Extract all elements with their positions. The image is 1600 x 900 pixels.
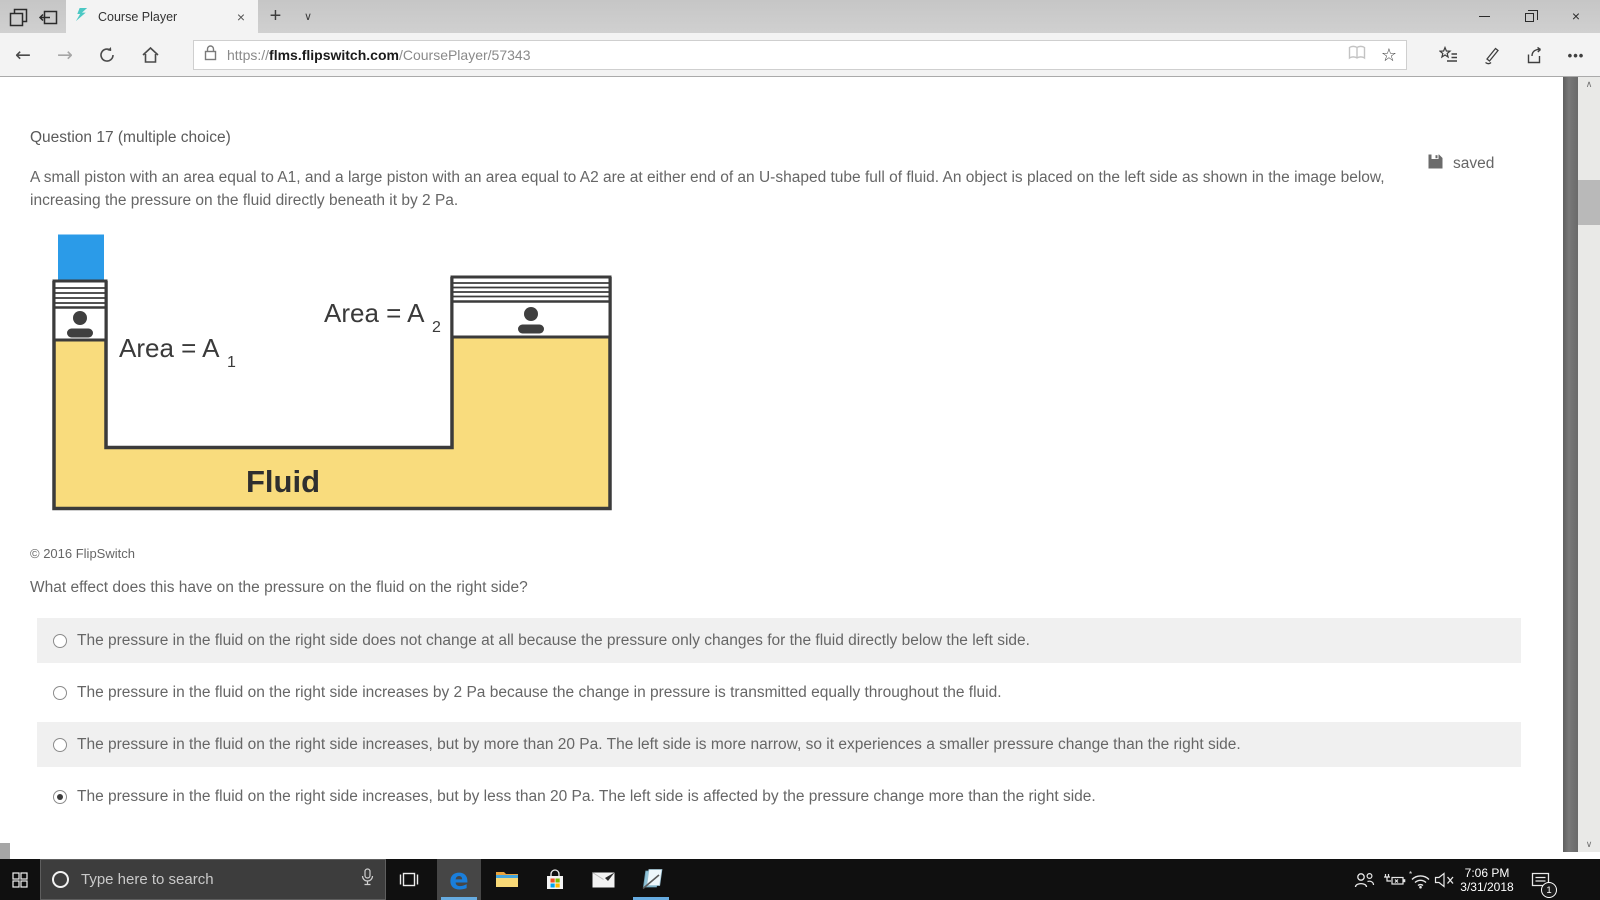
search-placeholder: Type here to search: [81, 871, 214, 888]
saved-label: saved: [1453, 155, 1495, 172]
edge-browser-icon[interactable]: e: [437, 859, 481, 900]
scroll-down-icon[interactable]: ∨: [1585, 839, 1593, 849]
favorite-star-icon[interactable]: ☆: [1380, 44, 1397, 66]
battery-plug-icon[interactable]: [1382, 859, 1408, 900]
web-note-pen-icon[interactable]: [1474, 39, 1508, 71]
question-header: Question 17 (multiple choice): [30, 129, 231, 146]
forward-button[interactable]: →: [57, 44, 73, 66]
start-button[interactable]: [0, 859, 40, 900]
sub-question: What effect does this have on the pressure on the fluid on the right side?: [30, 579, 528, 596]
tab-bar: [0, 0, 1600, 33]
mail-icon[interactable]: [581, 859, 625, 900]
right-area-label: Area = A: [324, 298, 425, 328]
radio-button[interactable]: [53, 634, 67, 648]
page-inner-scrollbar[interactable]: [1563, 77, 1578, 852]
piston-diagram: [52, 233, 614, 512]
clock-date: 3/31/2018: [1460, 879, 1514, 894]
url-text: https://flms.flipswitch.com/CoursePlayer/57343: [227, 47, 531, 63]
scroll-up-icon[interactable]: ∧: [1585, 79, 1593, 89]
lock-icon: [203, 44, 218, 66]
windows-logo-icon: [12, 872, 28, 888]
hub-favorites-icon[interactable]: [1431, 39, 1465, 71]
option-row[interactable]: [37, 722, 1521, 767]
window-corner: [0, 843, 10, 859]
left-area-label: Area = A: [119, 333, 220, 363]
clock[interactable]: [1458, 859, 1516, 900]
fluid-label: Fluid: [246, 464, 321, 499]
clock-time: 7:06 PM: [1464, 865, 1510, 880]
notepad-app-icon[interactable]: [629, 859, 673, 900]
notification-badge: 1: [1541, 882, 1557, 898]
wifi-icon[interactable]: [1408, 859, 1432, 900]
close-window-button[interactable]: ×: [1571, 8, 1581, 24]
wifi-warning-glyph: *: [1409, 870, 1413, 879]
left-area-subscript: 1: [227, 354, 236, 371]
object-block: [58, 235, 104, 282]
radio-button[interactable]: [53, 738, 67, 752]
search-input[interactable]: [40, 859, 386, 900]
address-bar[interactable]: [193, 40, 1407, 70]
copyright-text: © 2016 FlipSwitch: [30, 546, 135, 561]
option-row[interactable]: [37, 670, 1521, 715]
set-tabs-aside-icon[interactable]: [34, 3, 62, 31]
right-piston: [452, 277, 610, 337]
option-row[interactable]: [37, 618, 1521, 663]
share-icon[interactable]: [1517, 39, 1551, 71]
taskbar: [0, 859, 1600, 900]
scrollbar-thumb[interactable]: [1578, 180, 1600, 225]
favicon-lightning-icon: [74, 7, 89, 27]
question-text: A small piston with an area equal to A1, and a large piston with an area equal to A2 are at either end of an U-shaped tube full of fluid. An object is placed on the left side as shown in the image below, increasing the pressure on the fluid directly beneath it by 2 Pa.: [30, 169, 1385, 209]
action-center-icon[interactable]: [1522, 859, 1558, 900]
right-area-subscript: 2: [432, 319, 441, 336]
minimize-button[interactable]: [1462, 0, 1507, 32]
option-label[interactable]: The pressure in the fluid on the right side increases by 2 Pa because the change in pressure is transmitted equally throughout the fluid.: [77, 683, 1002, 701]
home-icon[interactable]: [134, 39, 166, 71]
microphone-icon[interactable]: [361, 868, 374, 892]
option-label[interactable]: The pressure in the fluid on the right side does not change at all because the pressure only changes for the fluid directly below the left side.: [77, 631, 1030, 649]
radio-button[interactable]: [53, 790, 67, 804]
browser-tab[interactable]: [66, 0, 258, 33]
volume-muted-icon[interactable]: [1432, 859, 1458, 900]
option-row[interactable]: [37, 774, 1521, 819]
left-piston: [54, 281, 106, 340]
reading-view-icon[interactable]: [1347, 44, 1367, 66]
file-explorer-icon[interactable]: [485, 859, 529, 900]
new-tab-button[interactable]: +: [269, 5, 282, 27]
tab-title: Course Player: [98, 9, 178, 24]
answer-options: [37, 618, 1521, 826]
browser-toolbar: [0, 33, 1600, 77]
refresh-icon[interactable]: [91, 39, 123, 71]
option-label[interactable]: The pressure in the fluid on the right side increases, but by more than 20 Pa. The left side is more narrow, so it experiences a smaller pressure change than the right side.: [77, 735, 1241, 753]
radio-button[interactable]: [53, 686, 67, 700]
cortana-icon: [52, 871, 69, 888]
settings-more-icon[interactable]: •••: [1567, 47, 1585, 63]
tab-preview-icon[interactable]: [4, 3, 32, 31]
microsoft-store-icon[interactable]: [533, 859, 577, 900]
page-content: [0, 77, 1563, 859]
restore-window-button[interactable]: [1507, 0, 1552, 32]
tab-close-icon[interactable]: ×: [236, 8, 246, 25]
save-floppy-icon: [1427, 153, 1444, 175]
back-button[interactable]: ←: [15, 44, 31, 66]
task-view-icon[interactable]: [386, 859, 432, 900]
option-label[interactable]: The pressure in the fluid on the right side increases, but by less than 20 Pa. The left side is affected by the pressure change more than the right side.: [77, 787, 1096, 805]
browser-scrollbar[interactable]: [1578, 77, 1600, 852]
tab-list-chevron-icon[interactable]: ∨: [303, 11, 313, 23]
saved-status: [1427, 153, 1494, 175]
people-icon[interactable]: [1350, 859, 1378, 900]
